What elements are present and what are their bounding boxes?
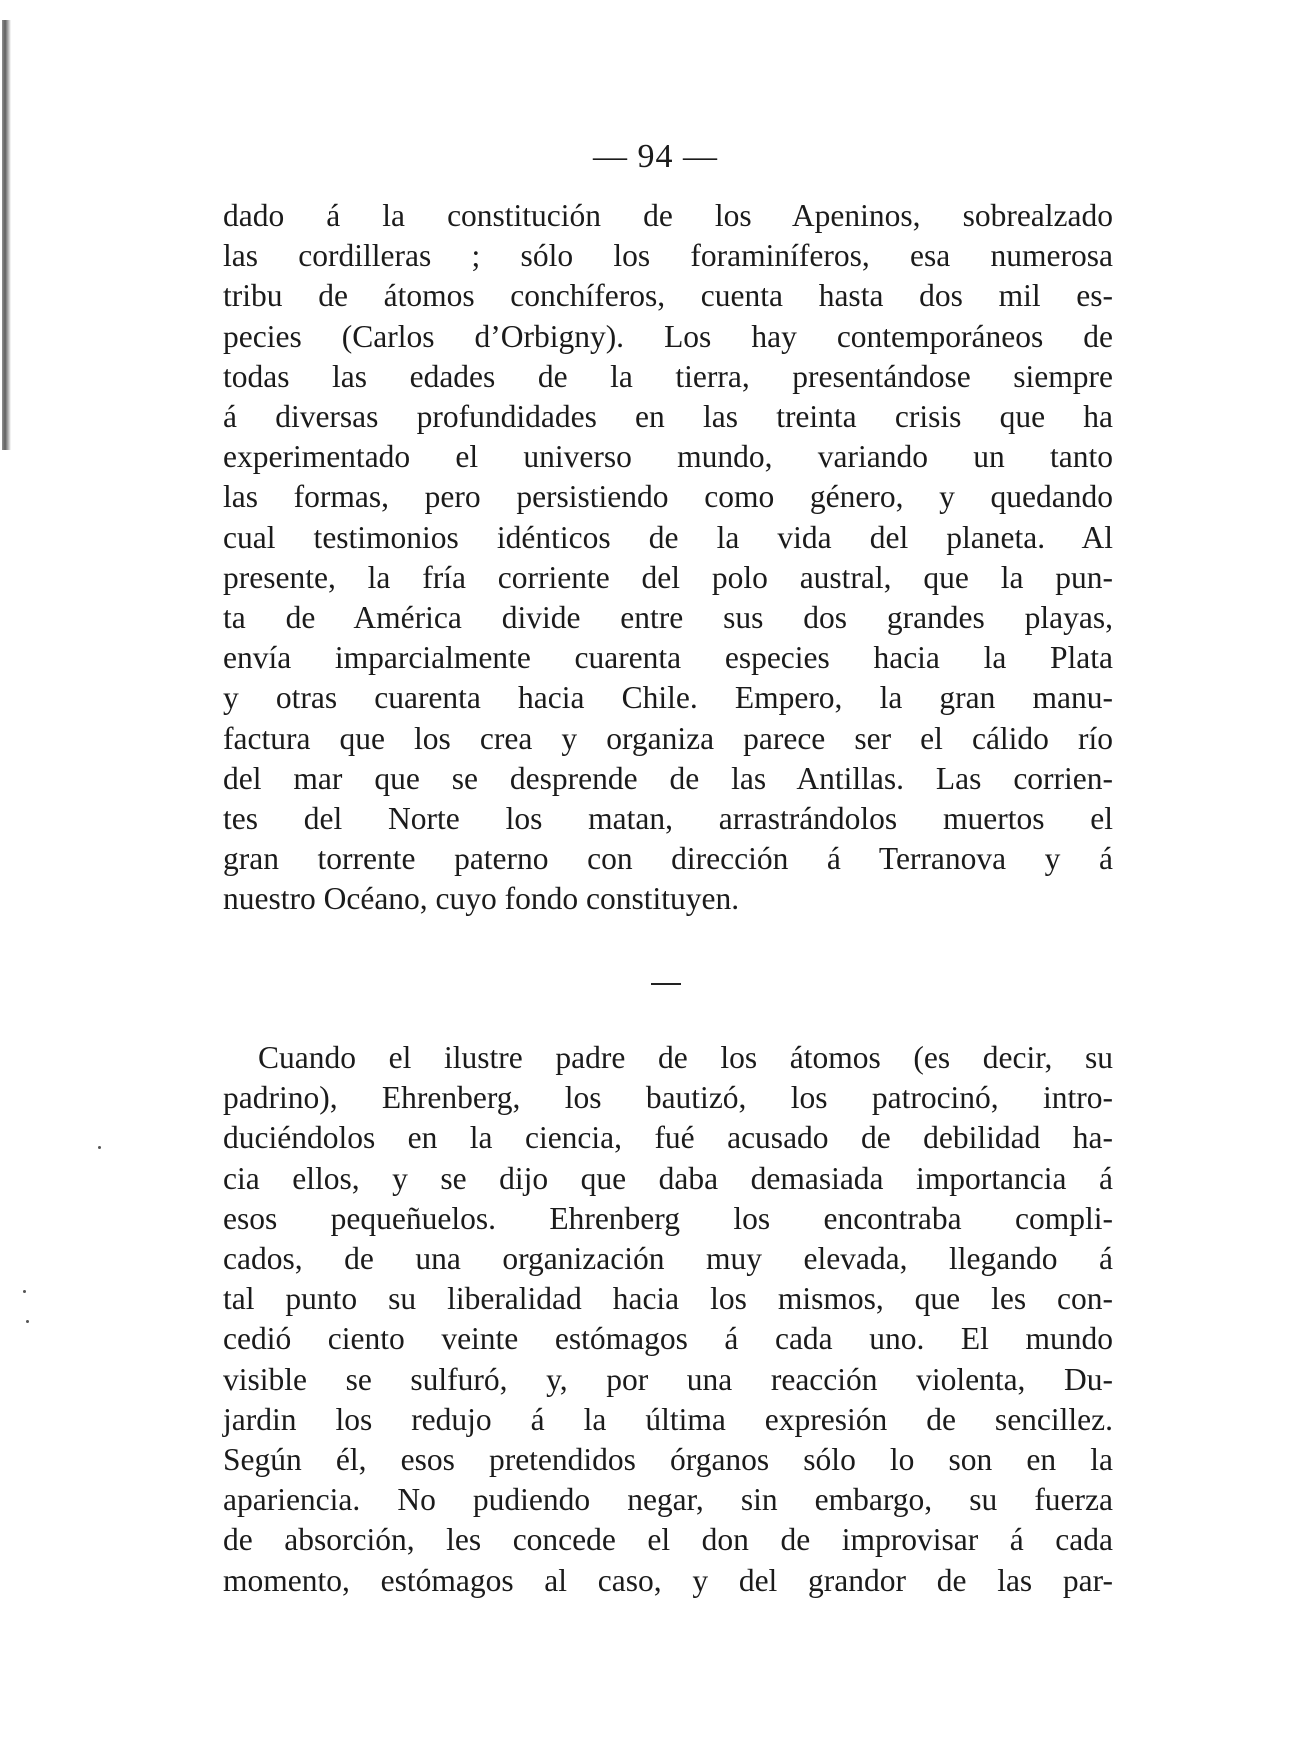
text-line: duciéndolos en la ciencia, fué acusado de debilidad ha- [223,1120,1113,1156]
text-line: cados, de una organización muy elevada, llegando á [223,1241,1113,1277]
text-line: envía imparcialmente cuarenta especies hacia la Plata [223,640,1113,676]
text-line: cia ellos, y se dijo que daba demasiada importancia á [223,1160,1113,1196]
text-line: visible se sulfuró, y, por una reacción violenta, Du- [223,1361,1113,1397]
text-line: cual testimonios idénticos de la vida del planeta. Al [223,519,1113,555]
text-line: cedió ciento veinte estómagos á cada uno. El mundo [223,1321,1113,1357]
scan-edge-shadow [2,20,11,450]
text-line: del mar que se desprende de las Antillas. Las corrien- [223,760,1113,796]
section-divider [651,983,681,985]
text-line: Según él, esos pretendidos órganos sólo lo son en la [223,1442,1113,1478]
paragraph-2 [223,1038,1113,1601]
text-line: las cordilleras ; sólo los foraminíferos, esa numerosa [223,238,1113,274]
text-line: jardin los redujo á la última expresión de sencillez. [223,1401,1113,1437]
scan-speck [23,1290,26,1293]
text-line: ta de América divide entre sus dos grandes playas, [223,600,1113,636]
scan-speck [26,1320,29,1323]
text-line: presente, la fría corriente del polo austral, que la pun- [223,559,1113,595]
text-line: dado á la constitución de los Apeninos, sobrealzado [223,198,1113,233]
text-line: apariencia. No pudiendo negar, sin embargo, su fuerza [223,1482,1113,1518]
text-line: á diversas profundidades en las treinta crisis que ha [223,399,1113,435]
text-line: y otras cuarenta hacia Chile. Empero, la gran manu- [223,680,1113,716]
text-line: esos pequeñuelos. Ehrenberg los encontraba compli- [223,1200,1113,1236]
text-line: tes del Norte los matan, arrastrándolos muertos el [223,801,1113,837]
text-line: nuestro Océano, cuyo fondo constituyen. [223,881,740,917]
paragraph-1 [223,196,1113,920]
text-line: padrino), Ehrenberg, los bautizó, los patrocinó, intro- [223,1080,1113,1116]
text-line: factura que los crea y organiza parece ser el cálido río [223,720,1113,756]
text-line: momento, estómagos al caso, y del grandor de las par- [223,1562,1113,1598]
text-line: pecies (Carlos d’Orbigny). Los hay contemporáneos de [223,318,1113,354]
page-number: — 94 — [593,138,718,175]
text-line: gran torrente paterno con dirección á Terranova y á [223,841,1113,877]
text-line: de absorción, les concede el don de improvisar á cada [223,1522,1113,1558]
text-line: Cuando el ilustre padre de los átomos (es decir, su [258,1040,1113,1075]
text-line: tal punto su liberalidad hacia los mismos, que les con- [223,1281,1113,1317]
text-line: tribu de átomos conchíferos, cuenta hasta dos mil es- [223,278,1113,314]
text-line: todas las edades de la tierra, presentándose siempre [223,358,1113,394]
scan-speck [98,1146,101,1149]
text-line: experimentado el universo mundo, variando un tanto [223,439,1113,475]
text-line: las formas, pero persistiendo como género, y quedando [223,479,1113,515]
